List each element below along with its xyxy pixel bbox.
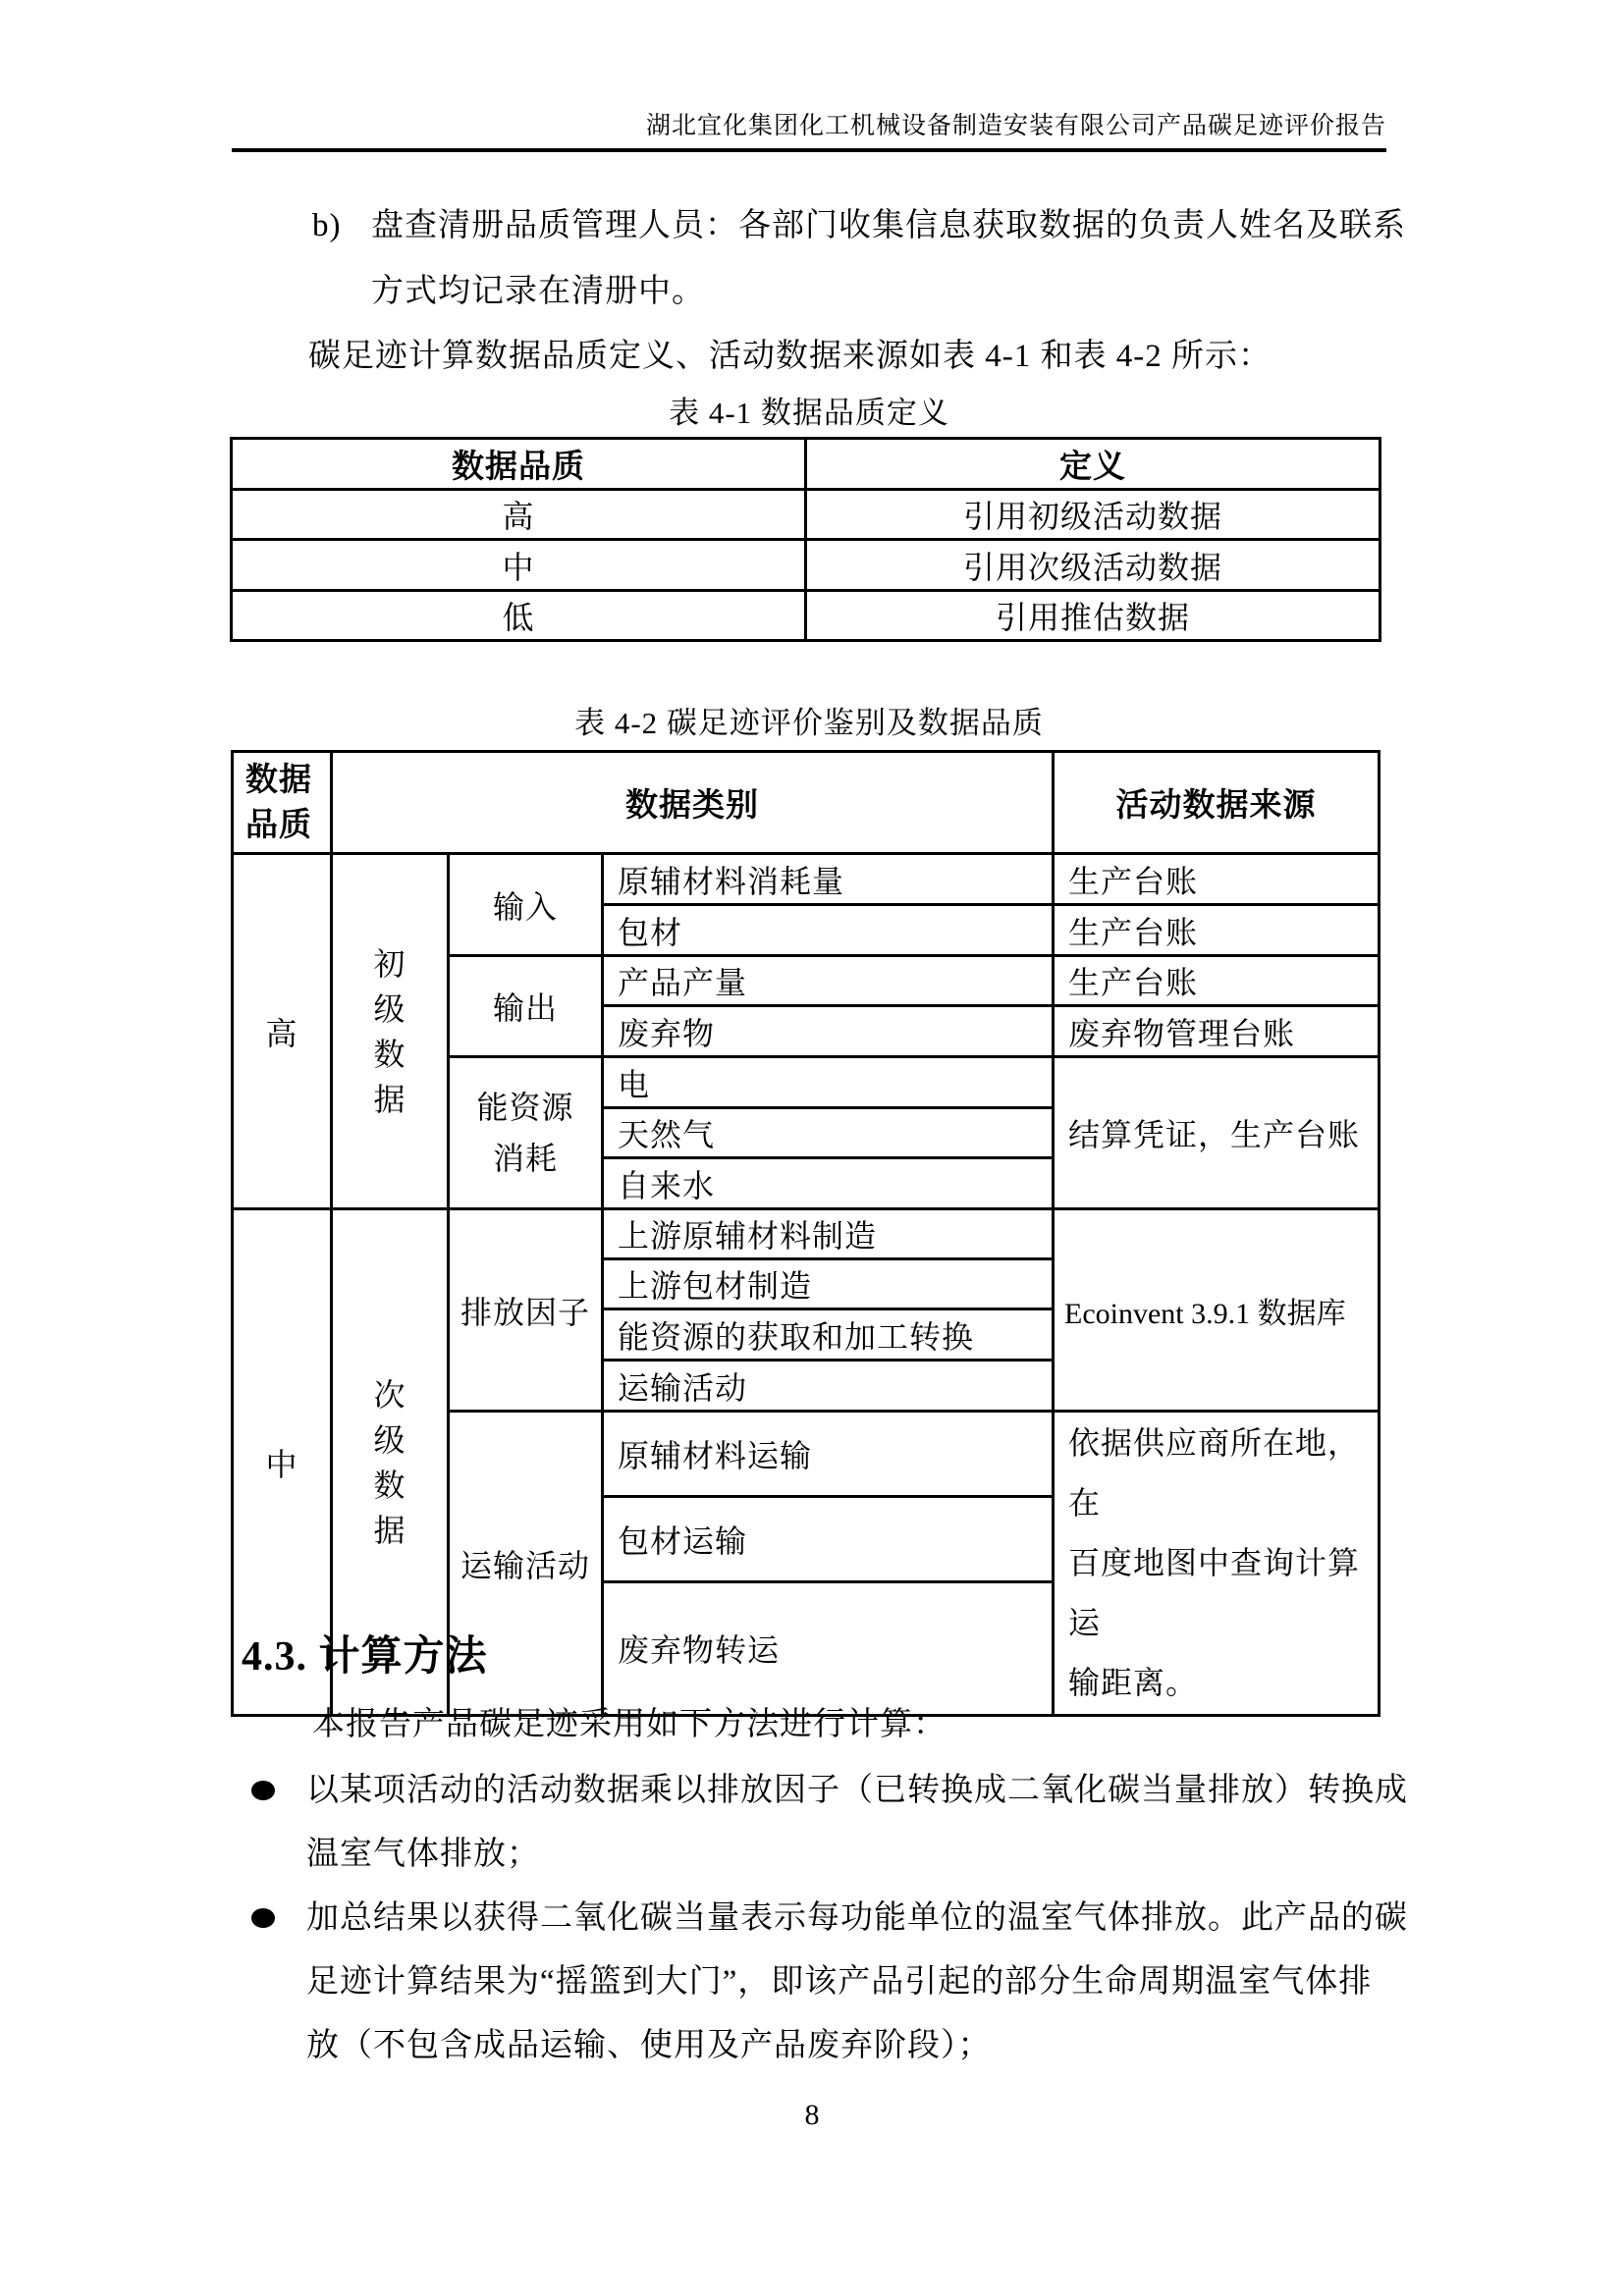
running-header-title: 湖北宜化集团化工机械设备制造安装有限公司产品碳足迹评价报告: [645, 113, 1386, 139]
table-4-2-caption: 表 4-2 碳足迹评价鉴别及数据品质: [574, 706, 1044, 740]
category-cell: 天然气: [603, 1108, 1054, 1158]
category-cell: 产品产量: [603, 956, 1054, 1006]
table-header-row: [232, 439, 1380, 490]
bullet-text-line: 加总结果以获得二氧化碳当量表示每功能单位的温室气体排放。此产品的碳: [306, 1900, 1408, 1936]
header-quality-line: 数据: [245, 762, 312, 798]
table-header-cell: 数据品质: [232, 439, 806, 490]
table-cell: 引用初级活动数据: [806, 490, 1380, 540]
vertical-char: 据: [373, 1512, 406, 1548]
subgroup-label-line: 消耗: [492, 1141, 558, 1176]
category-cell: 能资源的获取和加工转换: [603, 1309, 1054, 1361]
table-row: [233, 1209, 1380, 1259]
header-rule: [232, 148, 1386, 152]
vertical-char: 据: [373, 1081, 406, 1117]
category-cell: 上游原辅材料制造: [603, 1209, 1054, 1259]
tables-lead-sentence: 碳足迹计算数据品质定义、活动数据来源如表 4-1 和表 4-2 所示：: [308, 339, 1272, 374]
section-lead-sentence: 本报告产品碳足迹采用如下方法进行计算：: [312, 1707, 947, 1742]
category-cell: 原辅材料运输: [603, 1412, 1054, 1497]
source-line: 输距离。: [1068, 1665, 1199, 1700]
category-cell: 包材运输: [603, 1496, 1054, 1581]
category-cell: 自来水: [603, 1158, 1054, 1209]
source-line: 百度地图中查询计算运: [1068, 1545, 1361, 1640]
vertical-char: 数: [373, 1467, 406, 1503]
table-cell: 低: [232, 591, 806, 641]
table-cell: 引用次级活动数据: [806, 540, 1380, 591]
source-cell-ecoinvent: Ecoinvent 3.9.1 数据库: [1054, 1209, 1380, 1412]
vertical-char: 级: [373, 1421, 406, 1458]
section-heading-4-3: 4.3. 计算方法: [242, 1634, 488, 1680]
table-cell: 中: [232, 540, 806, 591]
table-row: [232, 591, 1380, 641]
table-header-cell-quality: [233, 752, 332, 854]
list-item-label: b): [312, 208, 342, 243]
vertical-char: 数: [373, 1036, 406, 1072]
source-cell: 生产台账: [1054, 854, 1380, 905]
category-cell: 原辅材料消耗量: [603, 854, 1054, 905]
category-cell: 运输活动: [603, 1361, 1054, 1412]
category-cell: 废弃物: [603, 1006, 1054, 1057]
table-row: [232, 490, 1380, 540]
level-cell-primary-data: [332, 854, 449, 1209]
table-4-2: [231, 750, 1380, 1717]
category-cell: 电: [603, 1057, 1054, 1108]
table-header-row: [233, 752, 1380, 854]
list-item-b: [312, 193, 1406, 325]
list-item-text-line1: 盘查清册品质管理人员：各部门收集信息获取数据的负责人姓名及联系: [371, 208, 1406, 243]
vertical-char: 次: [373, 1376, 406, 1413]
bullet-text-line: 温室气体排放；: [306, 1837, 540, 1872]
subgroup-cell-output: 输出: [449, 956, 603, 1057]
quality-cell-mid: 中: [233, 1209, 332, 1716]
list-item-text-line2: 方式均记录在清册中。: [371, 274, 705, 309]
source-cell: 生产台账: [1054, 956, 1380, 1006]
vertical-char: 级: [373, 990, 406, 1027]
category-cell: 上游包材制造: [603, 1259, 1054, 1309]
table-row: [232, 540, 1380, 591]
header-quality-line: 品质: [245, 807, 312, 843]
bullet-item-1: [251, 1759, 1408, 1887]
subgroup-cell-emission-factor: 排放因子: [449, 1209, 603, 1412]
page-number: 8: [804, 2099, 820, 2131]
table-header-cell: 定义: [806, 439, 1380, 490]
bullet-text-line: 足迹计算结果为“摇篮到大门”，即该产品引起的部分生命周期温室气体排: [306, 1964, 1373, 2000]
bullet-text-line: 放（不包含成品运输、使用及产品废弃阶段）；: [306, 2028, 992, 2063]
bullet-item-2: [251, 1887, 1408, 2078]
bullet-icon: [251, 1908, 275, 1928]
source-cell: 生产台账: [1054, 905, 1380, 956]
table-header-cell-category: 数据类别: [332, 752, 1054, 854]
quality-cell-high: 高: [233, 854, 332, 1209]
category-cell: 包材: [603, 905, 1054, 956]
table-row: [233, 854, 1380, 905]
table-4-1-caption: 表 4-1 数据品质定义: [669, 396, 949, 430]
source-line: 依据供应商所在地，在: [1068, 1425, 1361, 1521]
table-header-cell-source: 活动数据来源: [1054, 752, 1380, 854]
category-cell: 废弃物转运: [603, 1581, 1054, 1715]
subgroup-cell-transport: 运输活动: [449, 1412, 603, 1716]
vertical-char: 初: [373, 945, 406, 982]
source-cell-merged: 结算凭证，生产台账: [1054, 1057, 1380, 1209]
table-4-1: [230, 437, 1381, 642]
subgroup-label-line: 能资源: [476, 1090, 574, 1125]
table-cell: 引用推估数据: [806, 591, 1380, 641]
table-cell: 高: [232, 490, 806, 540]
subgroup-cell-input: 输入: [449, 854, 603, 956]
subgroup-cell-energy: [449, 1057, 603, 1209]
source-cell-map-distance: [1054, 1412, 1380, 1716]
source-cell: 废弃物管理台账: [1054, 1006, 1380, 1057]
bullet-text-line: 以某项活动的活动数据乘以排放因子（已转换成二氧化碳当量排放）转换成: [306, 1773, 1408, 1808]
bullet-icon: [251, 1781, 275, 1800]
